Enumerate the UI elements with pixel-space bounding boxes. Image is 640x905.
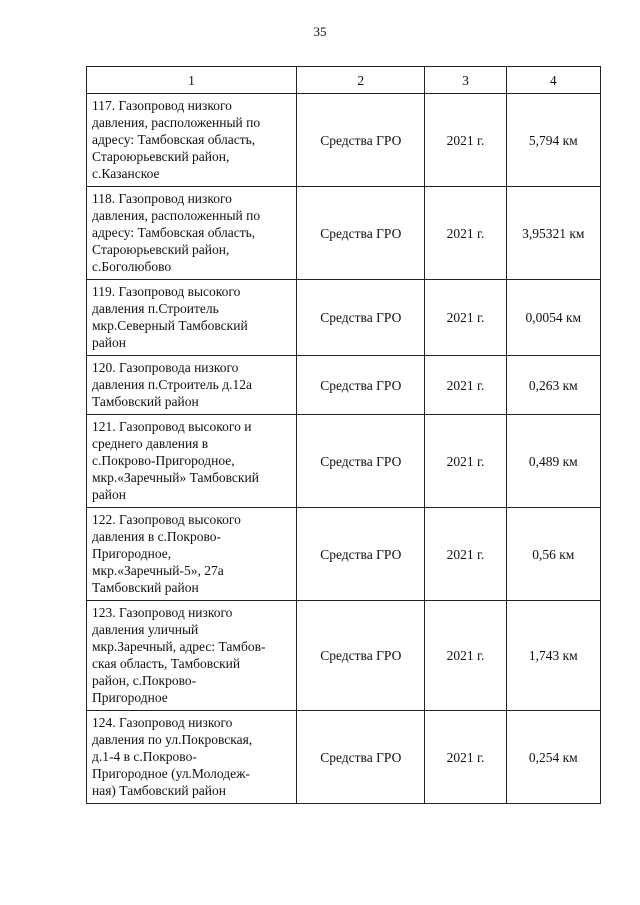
length-cell: 0,263 км xyxy=(506,356,600,415)
funding-source-cell: Средства ГРО xyxy=(297,508,425,601)
year-cell: 2021 г. xyxy=(425,356,506,415)
funding-source-cell: Средства ГРО xyxy=(297,280,425,356)
object-name-cell: 120. Газопровода низкого давления п.Строитель д.12а Тамбовский район xyxy=(87,356,297,415)
year-cell: 2021 г. xyxy=(425,94,506,187)
table-row xyxy=(87,280,601,356)
funding-source-cell: Средства ГРО xyxy=(297,356,425,415)
length-cell: 0,56 км xyxy=(506,508,600,601)
funding-source-cell: Средства ГРО xyxy=(297,711,425,804)
table-row xyxy=(87,415,601,508)
year-cell: 2021 г. xyxy=(425,187,506,280)
page-number: 35 xyxy=(313,24,327,39)
funding-source-cell: Средства ГРО xyxy=(297,94,425,187)
funding-source-cell: Средства ГРО xyxy=(297,601,425,711)
object-name-cell: 118. Газопровод низкого давления, расположенный по адресу: Тамбовская область, Староюрьевский район, с.Боголюбово xyxy=(87,187,297,280)
table-header-row xyxy=(87,67,601,94)
year-cell: 2021 г. xyxy=(425,415,506,508)
length-cell: 1,743 км xyxy=(506,601,600,711)
object-name-cell: 117. Газопровод низкого давления, расположенный по адресу: Тамбовская область, Староюрьевский район, с.Казанское xyxy=(87,94,297,187)
year-cell: 2021 г. xyxy=(425,601,506,711)
object-name-cell: 123. Газопровод низкого давления уличный мкр.Заречный, адрес: Тамбов- ская область, Тамбовский район, с.Покрово- Пригородное xyxy=(87,601,297,711)
column-header-4: 4 xyxy=(506,67,600,94)
funding-source-cell: Средства ГРО xyxy=(297,187,425,280)
year-cell: 2021 г. xyxy=(425,280,506,356)
length-cell: 0,254 км xyxy=(506,711,600,804)
table-row xyxy=(87,187,601,280)
funding-source-cell: Средства ГРО xyxy=(297,415,425,508)
year-cell: 2021 г. xyxy=(425,508,506,601)
length-cell: 0,0054 км xyxy=(506,280,600,356)
objects-table xyxy=(86,66,601,804)
object-name-cell: 121. Газопровод высокого и среднего давления в с.Покрово-Пригородное, мкр.«Заречный» Тамбовский район xyxy=(87,415,297,508)
table-row xyxy=(87,94,601,187)
object-name-cell: 119. Газопровод высокого давления п.Строитель мкр.Северный Тамбовский район xyxy=(87,280,297,356)
column-header-3: 3 xyxy=(425,67,506,94)
object-name-cell: 124. Газопровод низкого давления по ул.Покровская, д.1-4 в с.Покрово- Пригородное (ул.Молодеж- ная) Тамбовский район xyxy=(87,711,297,804)
table-row xyxy=(87,508,601,601)
year-cell: 2021 г. xyxy=(425,711,506,804)
table-row xyxy=(87,356,601,415)
object-name-cell: 122. Газопровод высокого давления в с.Покрово- Пригородное, мкр.«Заречный-5», 27а Тамбовский район xyxy=(87,508,297,601)
length-cell: 0,489 км xyxy=(506,415,600,508)
column-header-2: 2 xyxy=(297,67,425,94)
length-cell: 5,794 км xyxy=(506,94,600,187)
length-cell: 3,95321 км xyxy=(506,187,600,280)
table-row xyxy=(87,711,601,804)
table-row xyxy=(87,601,601,711)
column-header-1: 1 xyxy=(87,67,297,94)
